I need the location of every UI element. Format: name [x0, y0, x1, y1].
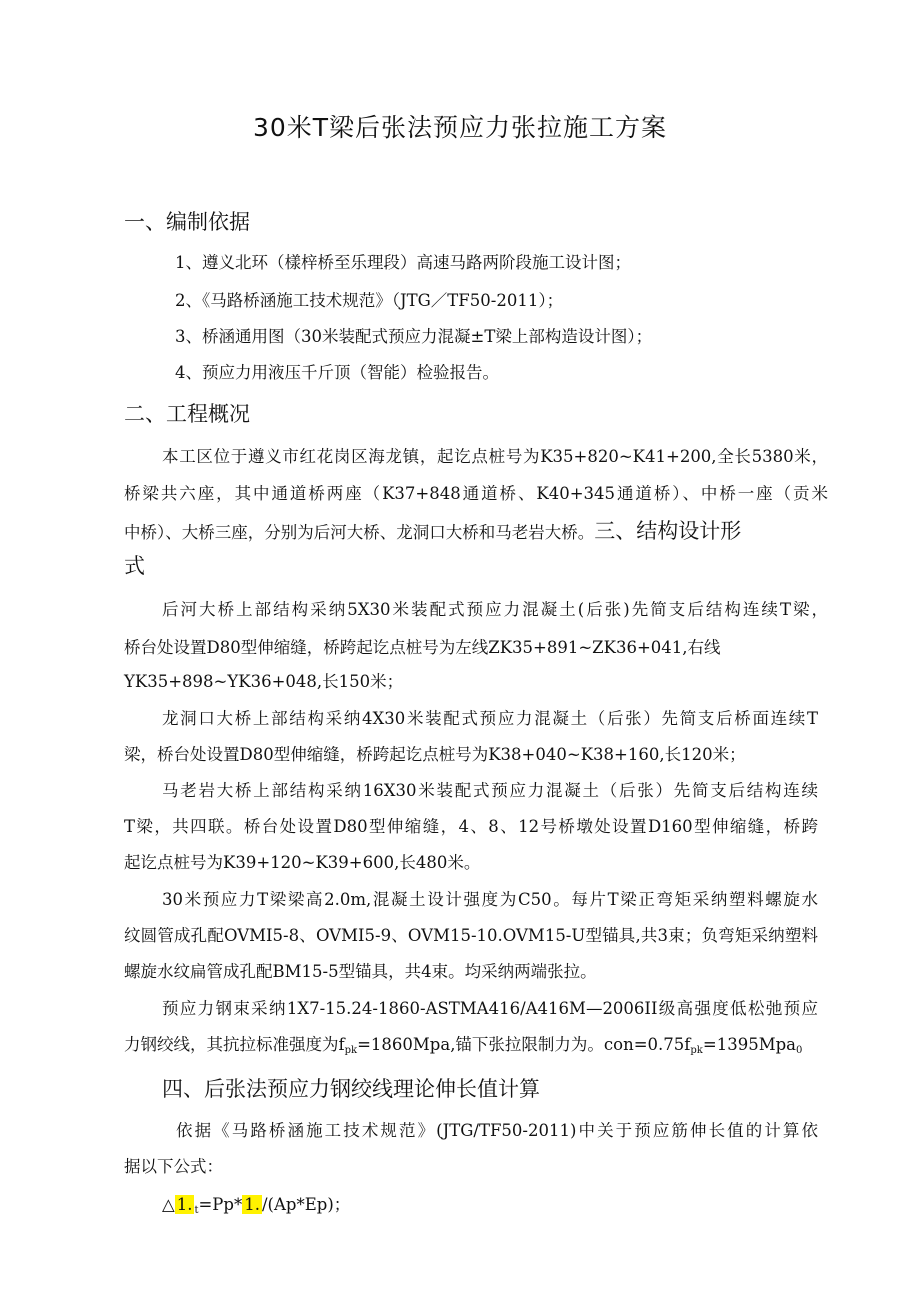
paragraph-line: 本工区位于遵义市红花岗区海龙镇，起讫点桩号为K35+820~K41+200,全长5380米， — [162, 447, 828, 466]
subscript: 0 — [796, 1045, 803, 1056]
highlighted-text: 1. — [176, 1195, 193, 1214]
section-heading-3: 三、结构设计形 — [594, 519, 742, 543]
subscript: t — [194, 1205, 199, 1216]
section-heading-2: 二、工程概况 — [124, 402, 250, 426]
paragraph-line: 桥梁共六座，其中通道桥两座（K37+848通道桥、K40+345通道桥）、中桥一座（贡米 — [124, 484, 828, 503]
paragraph-text: 力钢绞线，其抗拉标准强度为f — [124, 1035, 345, 1054]
paragraph-line: 30米预应力T梁梁高2.0m,混凝土设计强度为C50。每片T梁正弯矩采纳塑料螺旋水 — [162, 890, 818, 909]
paragraph-line: 后河大桥上部结构采纳5X30米装配式预应力混凝土(后张)先简支后结构连续T梁， — [162, 600, 828, 619]
paragraph-line: 梁，桥台处设置D80型伸缩缝，桥跨起讫点桩号为K38+040~K38+160,长120米； — [124, 745, 746, 764]
paragraph-line: YK35+898~YK36+048,长150米； — [124, 672, 404, 691]
list-item: 4、预应力用液压千斤顶（智能）检验报告。 — [175, 363, 499, 382]
section-heading-1: 一、编制依据 — [124, 210, 250, 234]
paragraph-line: 依据《马路桥涵施工技术规范》(JTG/TF50-2011)中关于预应筋伸长值的计算依 — [176, 1121, 818, 1140]
section-heading-4: 四、后张法预应力钢绞线理论伸长值计算 — [162, 1077, 540, 1101]
list-item: 1、遵义北环（樣梓桥至乐理段）高速马路两阶段施工设计图； — [175, 253, 631, 272]
formula — [162, 1191, 350, 1216]
paragraph-line: 龙洞口大桥上部结构采纳4X30米装配式预应力混凝土（后张）先简支后桥面连续T — [162, 709, 818, 728]
paragraph-line: 桥台处设置D80型伸缩缝，桥跨起讫点桩号为左线ZK35+891~ZK36+041,右线 — [124, 638, 721, 657]
highlighted-text: 1. — [244, 1195, 260, 1214]
paragraph-line: 马老岩大桥上部结构采纳16X30米装配式预应力混凝土（后张）先简支后结构连续 — [162, 781, 818, 800]
section-heading-3-cont: 式 — [124, 554, 145, 578]
page-title: 30米T梁后张法预应力张拉施工方案 — [252, 113, 668, 142]
formula-text: /(Ap*Ep)； — [261, 1195, 351, 1214]
paragraph-line: 纹圆管成孔配OVMI5-8、OVMI5-9、OVM15-10.OVM15-U型锚具,共3束；负弯矩采纳塑料 — [124, 926, 818, 945]
paragraph-line: T梁，共四联。桥台处设置D80型伸缩缝，4、8、12号桥墩处设置D160型伸缩缝，桥跨 — [124, 817, 818, 836]
paragraph-text: 中桥）、大桥三座，分别为后河大桥、龙洞口大桥和马老岩大桥。 — [124, 523, 595, 542]
paragraph-text: =1395Mpa — [702, 1035, 796, 1054]
list-item: 2、《马路桥涵施工技术规范》（JTG／TF50-2011）； — [175, 291, 564, 310]
formula-text: =Pp* — [198, 1195, 243, 1214]
list-item: 3、桥涵通用图（30米装配式预应力混凝±T梁上部构造设计图）； — [175, 327, 653, 346]
paragraph-line — [124, 1031, 802, 1056]
subscript: pk — [344, 1045, 358, 1056]
paragraph-text: =1860Mpa,锚下张拉限制力为。con=0.75f — [357, 1035, 691, 1054]
paragraph-line: 预应力钢束采纳1X7-15.24-1860-ASTMA416/A416M—2006II级高强度低松弛预应 — [162, 999, 818, 1018]
paragraph-line — [124, 515, 741, 545]
subscript: pk — [690, 1045, 703, 1056]
paragraph-line: 起讫点桩号为K39+120~K39+600,长480米。 — [124, 853, 481, 872]
paragraph-line: 据以下公式： — [124, 1157, 223, 1176]
delta-symbol: △ — [162, 1195, 175, 1214]
paragraph-line: 螺旋水纹扁管成孔配BM15-5型锚具，共4束。均采纳两端张拉。 — [124, 962, 597, 981]
